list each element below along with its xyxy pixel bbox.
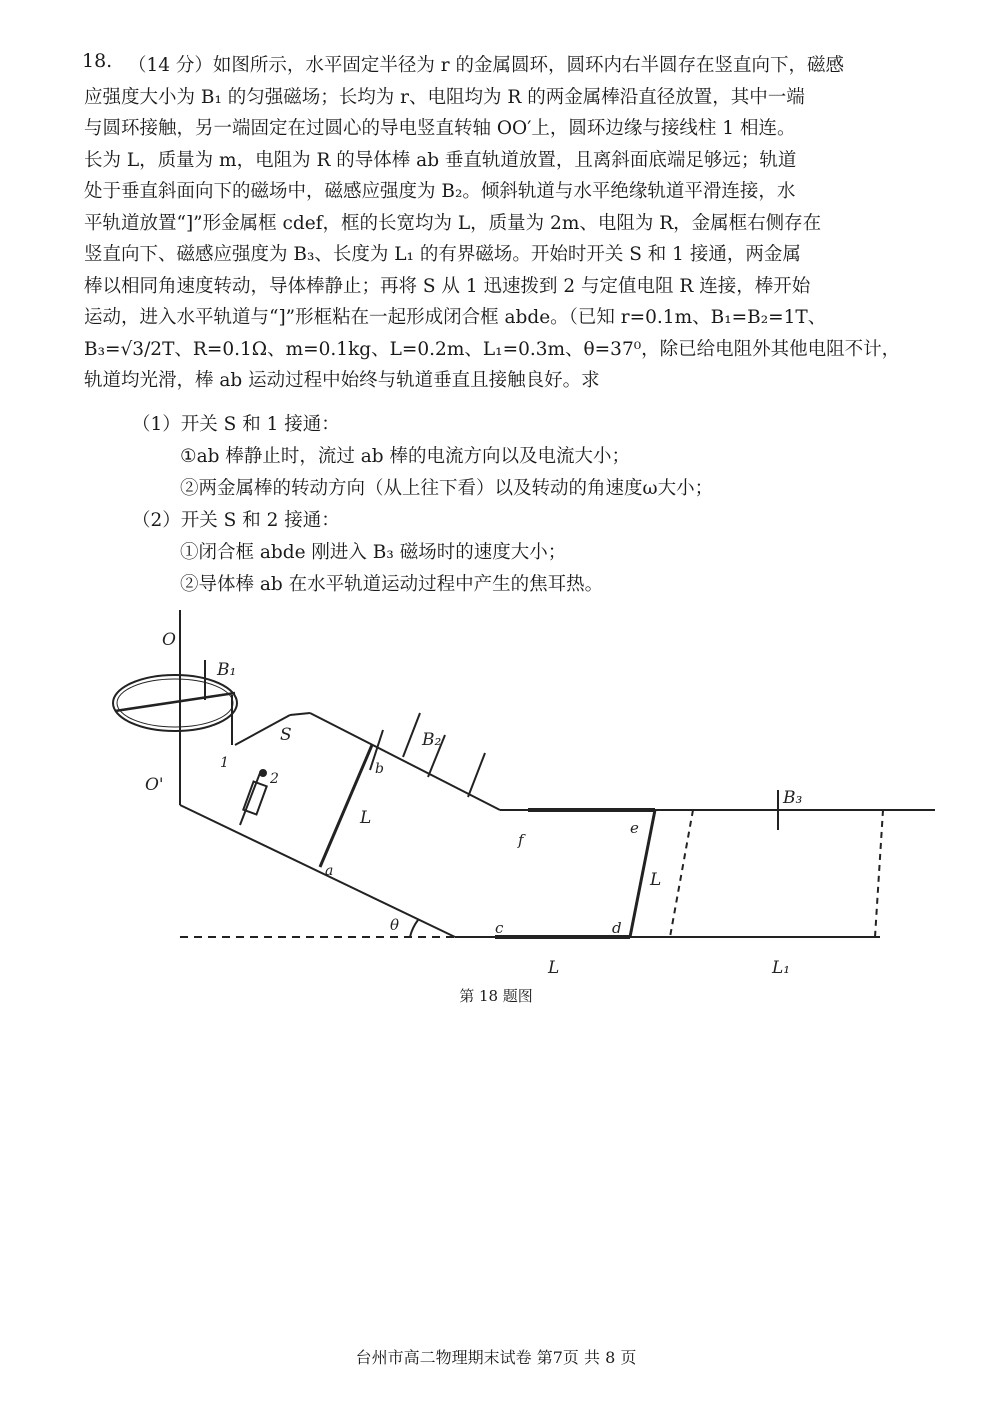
label-L-bar: L xyxy=(360,808,372,828)
label-b: b xyxy=(375,761,384,777)
label-B1: B₁ xyxy=(217,660,237,680)
label-B2: B₂ xyxy=(422,730,442,750)
upper-incline-rail xyxy=(310,713,500,810)
question-line: 处于垂直斜面向下的磁场中，磁感应强度为 B₂。倾斜轨道与水平绝缘轨道平滑连接，水 xyxy=(84,181,796,202)
question-line: 竖直向下、磁感应强度为 B₃、长度为 L₁ 的有界磁场。开始时开关 S 和 1 接通，两金属 xyxy=(84,244,801,265)
question-line: （14 分）如图所示，水平固定半径为 r 的金属圆环，圆环内右半圆存在竖直向下，磁感 xyxy=(128,55,845,76)
label-e: e xyxy=(630,819,639,837)
label-d: d xyxy=(612,919,622,937)
question-line: 轨道均光滑，棒 ab 运动过程中始终与轨道垂直且接触良好。求 xyxy=(84,370,600,391)
question-line: 运动，进入水平轨道与“]”形框粘在一起形成闭合框 abde。（已知 r=0.1m、B₁=B₂=1T、 xyxy=(84,307,827,328)
label-a: a xyxy=(325,863,334,879)
question-number: 18. xyxy=(82,50,113,72)
question-line: B₃=√3/2T、R=0.1Ω、m=0.1kg、L=0.2m、L₁=0.3m、θ=37⁰，除已给电阻外其他电阻不计， xyxy=(84,338,901,360)
part-2-heading: （2）开关 S 和 2 接通： xyxy=(132,510,340,531)
question-line: 平轨道放置“]”形金属框 cdef，框的长宽均为 L，质量为 2m、电阻为 R，金属框右侧存在 xyxy=(84,212,822,234)
page-footer: 台州市高二物理期末试卷 第7页 共 8 页 xyxy=(355,1348,637,1367)
part-2-item-2: ②导体棒 ab 在水平轨道运动过程中产生的焦耳热。 xyxy=(180,574,604,595)
part-1-heading: （1）开关 S 和 1 接通： xyxy=(132,414,340,435)
label-L-bottom: L xyxy=(548,958,560,978)
question-line: 长为 L，质量为 m，电阻为 R 的导体棒 ab 垂直轨道放置，且离斜面底端足够远；轨道 xyxy=(84,149,797,171)
figure-caption: 第 18 题图 xyxy=(459,987,533,1005)
label-theta: θ xyxy=(390,916,400,934)
label-B3: B₃ xyxy=(783,788,803,808)
theta-arc xyxy=(410,920,418,937)
label-O-prime: O' xyxy=(145,775,164,795)
part-1-item-2: ②两金属棒的转动方向（从上往下看）以及转动的角速度ω大小； xyxy=(180,478,714,499)
physics-figure xyxy=(100,605,940,985)
label-O: O xyxy=(162,630,176,650)
lower-incline-rail xyxy=(180,805,455,937)
b3-right-boundary xyxy=(875,810,883,937)
part-2-item-1: ①闭合框 abde 刚进入 B₃ 磁场时的速度大小； xyxy=(180,542,567,563)
label-c: c xyxy=(495,919,504,937)
metal-rods xyxy=(115,693,235,711)
label-S: S xyxy=(280,725,292,745)
bar-ab xyxy=(320,745,372,867)
question-line: 与圆环接触，另一端固定在过圆心的导电竖直转轴 OO′上，圆环边缘与接线柱 1 相连。 xyxy=(84,118,796,139)
label-terminal-2: 2 xyxy=(270,771,279,787)
label-terminal-1: 1 xyxy=(220,755,229,771)
label-L-frame: L xyxy=(650,870,662,890)
question-line: 应强度大小为 B₁ 的匀强磁场；长均为 r、电阻均为 R 的两金属棒沿直径放置，其中一端 xyxy=(84,86,805,108)
label-f: f xyxy=(518,831,524,849)
label-L1-bottom: L₁ xyxy=(772,958,791,978)
b3-left-boundary xyxy=(670,810,693,937)
question-line: 棒以相同角速度转动，导体棒静止；再将 S 从 1 迅速拨到 2 与定值电阻 R 连接，棒开始 xyxy=(84,275,811,297)
part-1-item-1: ①ab 棒静止时，流过 ab 棒的电流方向以及电流大小； xyxy=(180,446,630,467)
